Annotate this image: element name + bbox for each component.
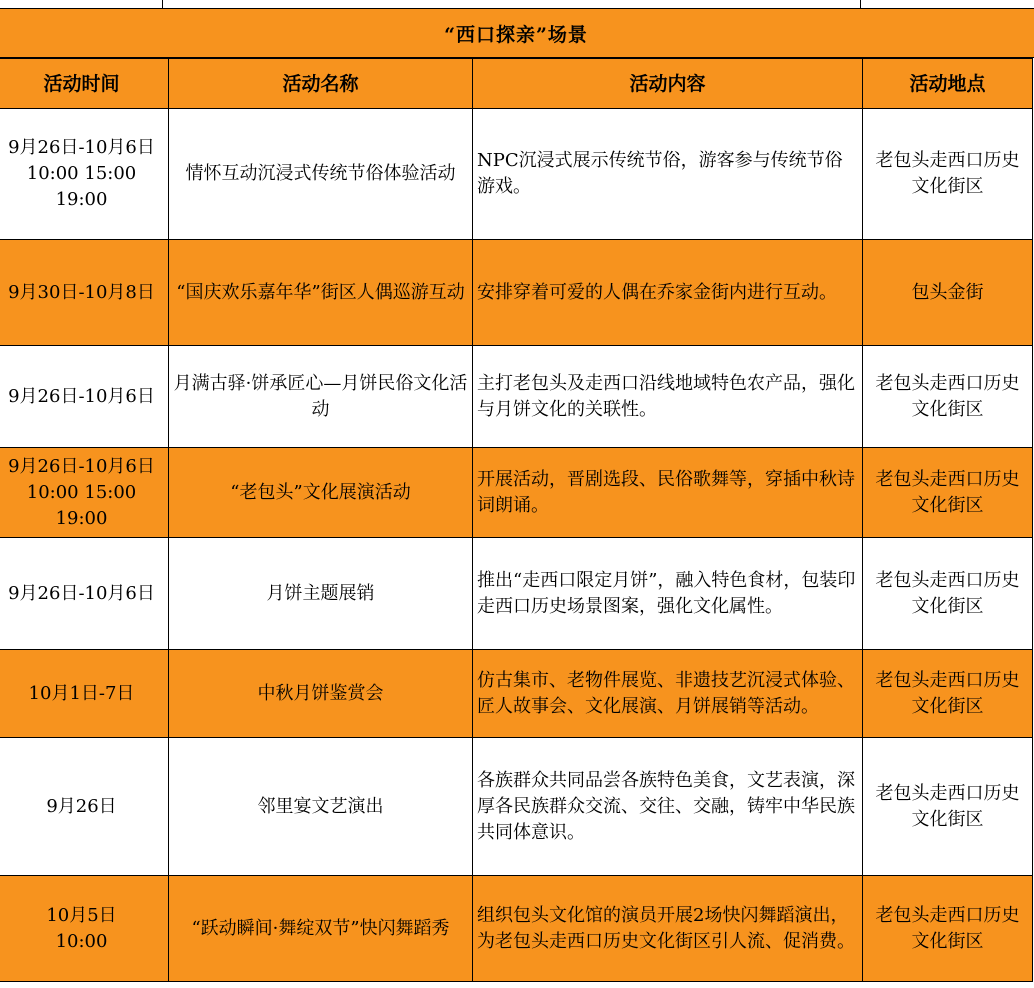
header-time: 活动时间 bbox=[0, 59, 169, 109]
activity-location: 老包头走西口历史文化街区 bbox=[863, 650, 1033, 738]
activity-location: 老包头走西口历史文化街区 bbox=[863, 448, 1033, 538]
activity-location: 老包头走西口历史文化街区 bbox=[863, 738, 1033, 876]
activity-name: 中秋月饼鉴赏会 bbox=[169, 650, 473, 738]
table-row bbox=[0, 538, 1033, 650]
activity-time: 9月26日-10月6日 bbox=[0, 346, 169, 448]
activity-name: 月饼主题展销 bbox=[169, 538, 473, 650]
activity-location: 老包头走西口历史文化街区 bbox=[863, 346, 1033, 448]
section-title: “西口探亲”场景 bbox=[0, 9, 1034, 58]
activity-content: 安排穿着可爱的人偶在乔家金街内进行互动。 bbox=[473, 240, 863, 346]
activity-content: 仿古集市、老物件展览、非遗技艺沉浸式体验、匠人故事会、文化展演、月饼展销等活动。 bbox=[473, 650, 863, 738]
activity-name: “老包头”文化展演活动 bbox=[169, 448, 473, 538]
table-row bbox=[0, 109, 1033, 240]
activity-time: 10月1日-7日 bbox=[0, 650, 169, 738]
activity-time: 9月30日-10月8日 bbox=[0, 240, 169, 346]
activity-table bbox=[0, 58, 1033, 982]
header-content: 活动内容 bbox=[473, 59, 863, 109]
activity-time: 9月26日 bbox=[0, 738, 169, 876]
activity-location: 老包头走西口历史文化街区 bbox=[863, 109, 1033, 240]
activity-name: 邻里宴文艺演出 bbox=[169, 738, 473, 876]
activity-content: 开展活动，晋剧选段、民俗歌舞等，穿插中秋诗词朗诵。 bbox=[473, 448, 863, 538]
cell-divider bbox=[162, 0, 163, 8]
activity-location: 老包头走西口历史文化街区 bbox=[863, 876, 1033, 982]
previous-row-strip bbox=[0, 0, 1034, 9]
activity-name: “国庆欢乐嘉年华”街区人偶巡游互动 bbox=[169, 240, 473, 346]
activity-content: NPC沉浸式展示传统节俗，游客参与传统节俗游戏。 bbox=[473, 109, 863, 240]
activity-content: 各族群众共同品尝各族特色美食，文艺表演，深厚各民族群众交流、交往、交融，铸牢中华民族共同体意识。 bbox=[473, 738, 863, 876]
activity-time: 9月26日-10月6日 10:00 15:00 19:00 bbox=[0, 448, 169, 538]
table-row bbox=[0, 346, 1033, 448]
activity-name: 情怀互动沉浸式传统节俗体验活动 bbox=[169, 109, 473, 240]
activity-location: 包头金街 bbox=[863, 240, 1033, 346]
activity-content: 主打老包头及走西口沿线地域特色农产品，强化与月饼文化的关联性。 bbox=[473, 346, 863, 448]
activity-content: 组织包头文化馆的演员开展2场快闪舞蹈演出，为老包头走西口历史文化街区引人流、促消费。 bbox=[473, 876, 863, 982]
activity-name: 月满古驿·饼承匠心—月饼民俗文化活动 bbox=[169, 346, 473, 448]
activity-time: 9月26日-10月6日 bbox=[0, 538, 169, 650]
activity-location: 老包头走西口历史文化街区 bbox=[863, 538, 1033, 650]
table-row bbox=[0, 738, 1033, 876]
table-row bbox=[0, 240, 1033, 346]
table-row bbox=[0, 650, 1033, 738]
table-row bbox=[0, 876, 1033, 982]
header-location: 活动地点 bbox=[863, 59, 1033, 109]
activity-time: 9月26日-10月6日 10:00 15:00 19:00 bbox=[0, 109, 169, 240]
activity-name: “跃动瞬间·舞绽双节”快闪舞蹈秀 bbox=[169, 876, 473, 982]
table-row bbox=[0, 448, 1033, 538]
header-name: 活动名称 bbox=[169, 59, 473, 109]
activity-content: 推出“走西口限定月饼”，融入特色食材，包装印走西口历史场景图案，强化文化属性。 bbox=[473, 538, 863, 650]
activity-time: 10月5日 10:00 bbox=[0, 876, 169, 982]
cell-divider bbox=[860, 0, 861, 8]
header-row bbox=[0, 59, 1033, 109]
